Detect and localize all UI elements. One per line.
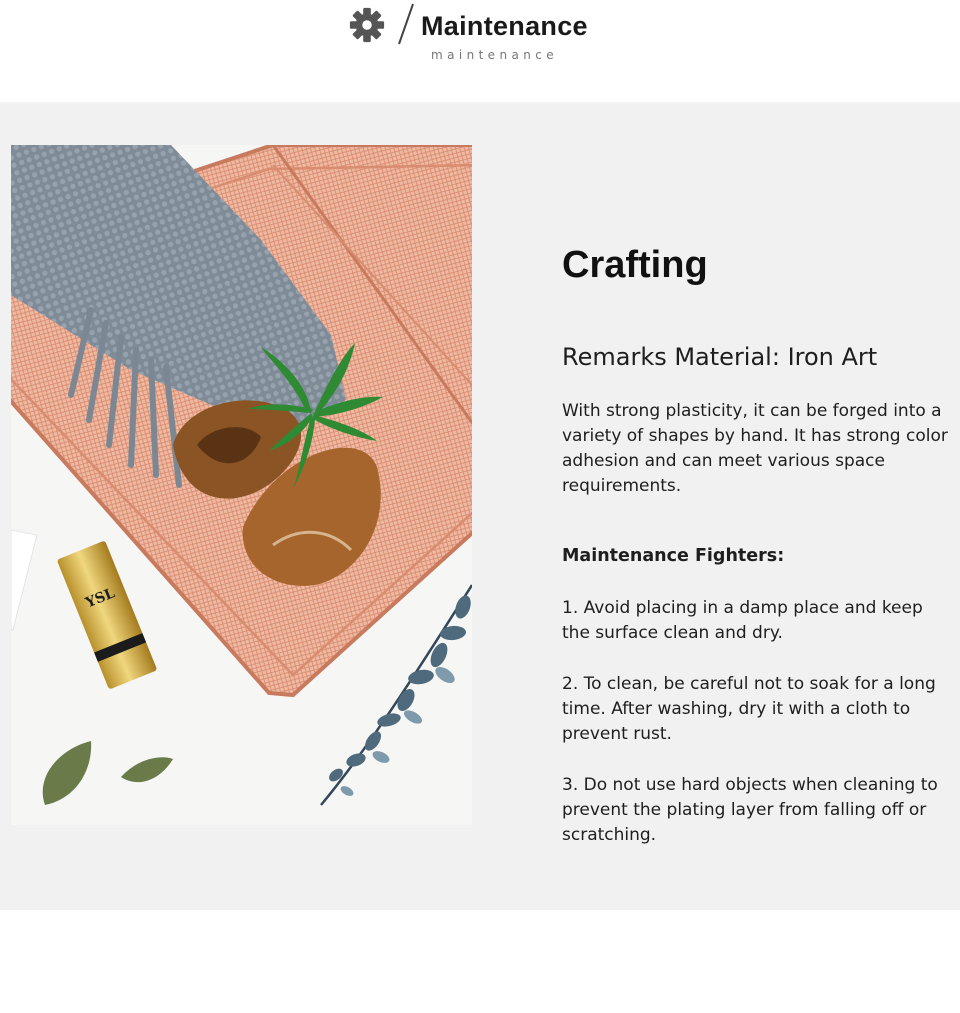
maintenance-tip: 3. Do not use hard objects when cleaning to prevent the plating layer from falling off or scratching.	[562, 775, 938, 845]
maintenance-heading: Maintenance Fighters:	[562, 546, 785, 566]
material-remarks: Remarks Material: Iron Art	[562, 343, 878, 371]
maintenance-tip: 2. To clean, be careful not to soak for a long time. After washing, dry it with a cloth to prevent rust.	[562, 674, 936, 744]
material-description: With strong plasticity, it can be forged into a variety of shapes by hand. It has strong color adhesion and can meet various space requirements.	[562, 401, 948, 496]
section-title: Maintenance	[421, 11, 588, 41]
lipstick-logo: YSL	[83, 585, 118, 612]
section-subtitle: maintenance	[431, 48, 559, 62]
section-header	[0, 0, 960, 102]
gear-icon	[348, 6, 386, 44]
maintenance-tip: 1. Avoid placing in a damp place and keep the surface clean and dry.	[562, 598, 923, 643]
slash-divider	[396, 2, 416, 46]
content-title: Crafting	[562, 244, 708, 286]
product-photo	[11, 145, 472, 825]
